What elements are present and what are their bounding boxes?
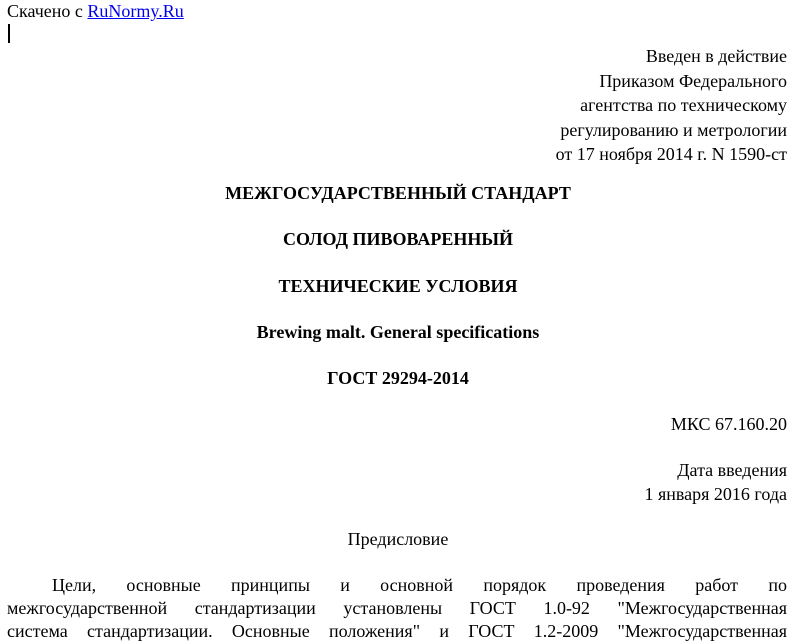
standard-subtitle: ТЕХНИЧЕСКИЕ УСЛОВИЯ	[278, 276, 518, 296]
standard-name-title: СОЛОД ПИВОВАРЕННЫЙ	[282, 229, 514, 249]
preface-paragraph-line: межгосударственной стандартизации установлены ГОСТ 1.0-92 "Межгосударственная	[7, 598, 787, 618]
enactment-line: Введен в действие	[645, 46, 787, 66]
source-notice	[7, 0, 184, 22]
preface-heading: Предисловие	[347, 529, 449, 549]
enactment-line: Приказом Федерального	[599, 70, 787, 91]
intro-date-block	[644, 458, 787, 506]
enactment-line: от 17 ноября 2014 г. N 1590-ст	[555, 144, 787, 165]
enactment-line: регулированию и метрологии	[560, 119, 787, 140]
source-notice-prefix: Скачено с	[7, 1, 83, 21]
standard-type-title: МЕЖГОСУДАРСТВЕННЫЙ СТАНДАРТ	[225, 183, 571, 203]
preface-paragraph-line: система стандартизации. Основные положения" и ГОСТ 1.2-2009 "Межгосударственная	[7, 621, 787, 641]
enactment-line: агентства по техническому	[580, 95, 787, 116]
source-link[interactable]: RuNormy.Ru	[87, 1, 184, 21]
standard-code: ГОСТ 29294-2014	[327, 368, 469, 388]
mks-code: МКС 67.160.20	[670, 414, 787, 434]
text-cursor	[8, 24, 10, 43]
standard-english-title: Brewing malt. General specifications	[256, 322, 540, 342]
preface-paragraph-line: Цели, основные принципы и основной порядок проведения работ по	[52, 575, 787, 595]
enactment-block	[556, 44, 787, 167]
intro-date-value: 1 января 2016 года	[644, 484, 787, 504]
intro-date-label: Дата введения	[677, 460, 787, 480]
